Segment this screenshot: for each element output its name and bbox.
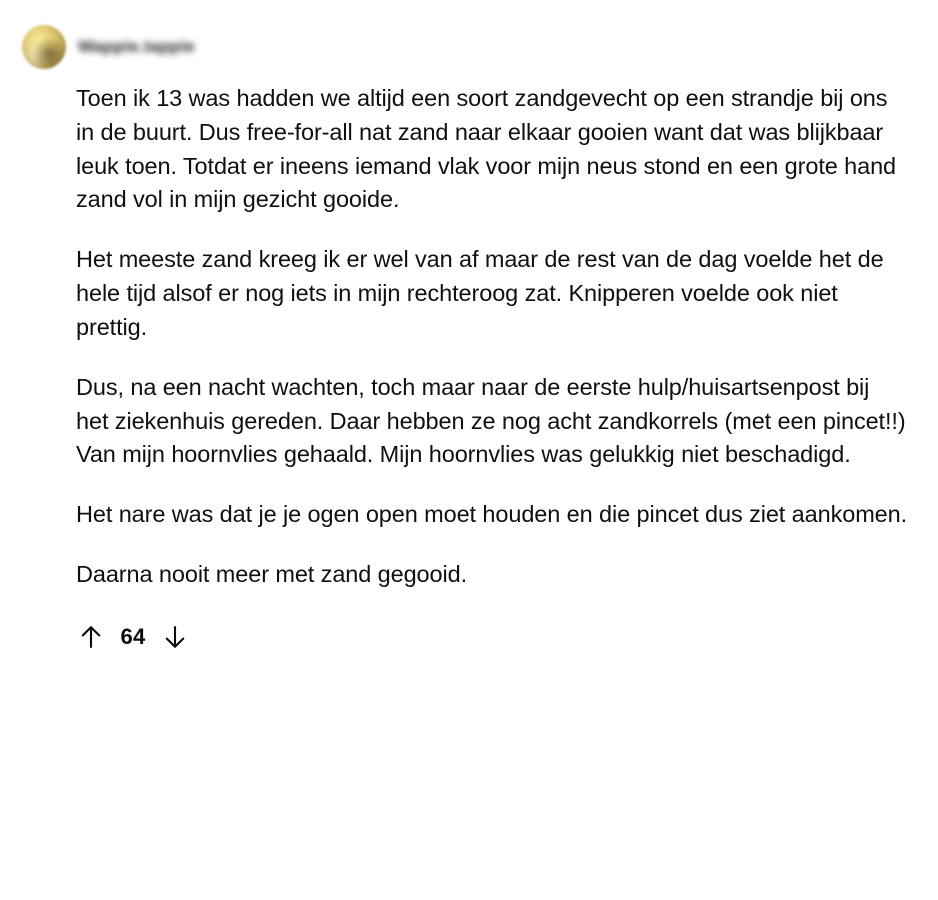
post-paragraph: Het meeste zand kreeg ik er wel van af maar de rest van de dag voelde het de hele tijd alsof er nog iets in mijn rechteroog zat. Knipperen voelde ook niet prettig. [76, 246, 884, 340]
post-header [20, 18, 918, 76]
post-paragraph: Toen ik 13 was hadden we altijd een soort zandgevecht op een strandje bij ons in de buurt. Dus free-for-all nat zand naar elkaar gooien want dat was blijkbaar leuk toen. Totdat er ineens iemand vlak voor mijn neus stond en een grote hand zand vol in mijn gezicht gooide. [76, 85, 897, 213]
arrow-down-icon [163, 624, 187, 650]
author-name[interactable]: Wappie.tappie [78, 37, 196, 56]
post-paragraph: Dus, na een nacht wachten, toch maar naar de eerste hulp/huisartsenpost bij het ziekenhuis gereden. Daar hebben ze nog acht zandkorrels (met een pincet!!) Van mijn hoornvlies gehaald. Mijn hoornvlies was gelukkig niet beschadigd. [76, 373, 906, 468]
post-text-body [20, 76, 918, 592]
avatar[interactable] [22, 25, 66, 69]
arrow-up-icon [79, 624, 103, 650]
vote-count: 64 [120, 623, 146, 649]
vote-bar [20, 592, 918, 652]
post-paragraph: Daarna nooit meer met zand gegooid. [76, 561, 468, 588]
upvote-button[interactable] [76, 622, 106, 652]
downvote-button[interactable] [160, 622, 190, 652]
post-paragraph: Het nare was dat je je ogen open moet houden en die pincet dus ziet aankomen. [76, 501, 908, 528]
